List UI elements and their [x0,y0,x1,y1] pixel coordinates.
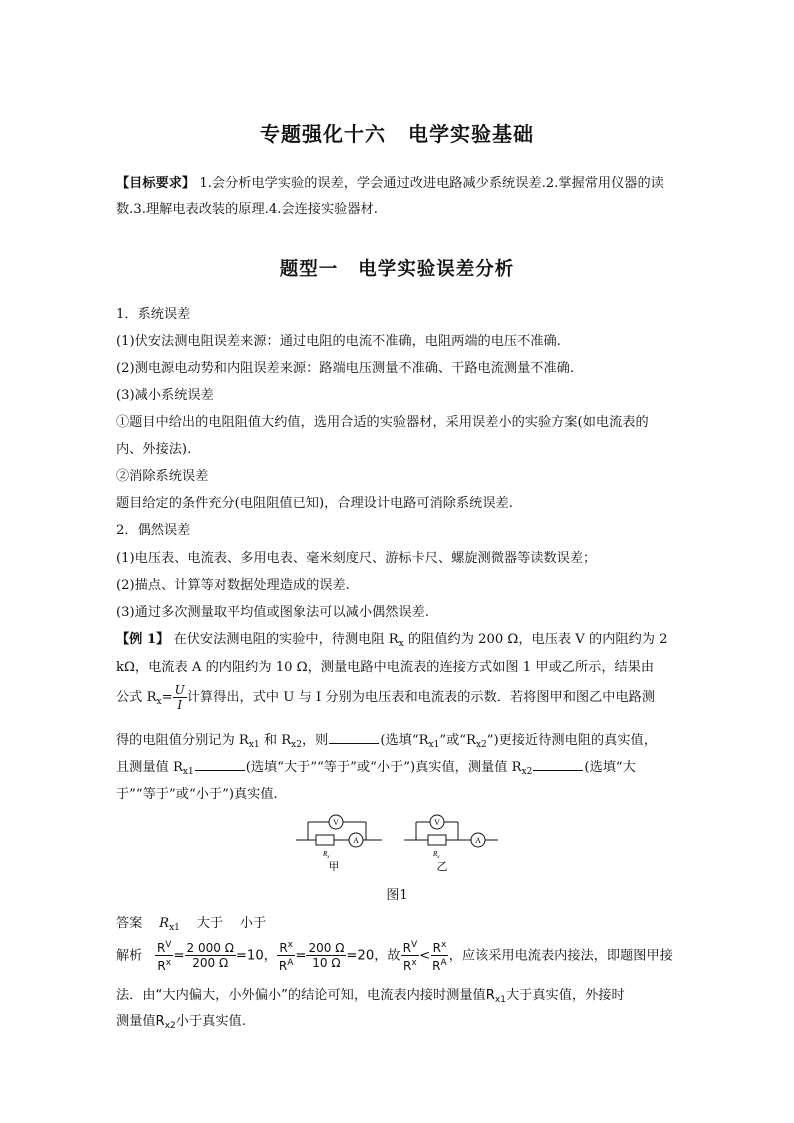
example-text: 得的电阻值分别记为 R [116,733,249,748]
solution-text: 测量值R [116,1014,165,1029]
fraction-num: U [174,683,185,697]
subscript: x [156,697,162,707]
body-line: (3)通过多次测量取平均值或图象法可以减小偶然误差. [116,605,429,620]
solution-line-1: 解析 $\frac{R^V}{R^x}$ = $\frac{2 000 \Omega}{200 \Omega}$ =10， $\frac{R^x}{R^A}$ = $\frac{200 \Omega}{10 \Omega}$ =20，故 $\frac{R^V}{R^x}$ < $\frac{R^x}{R^A}$ ，应该采用电流表内接法，即题图甲接 [116,940,673,973]
section-part-1: 题型一 [279,259,339,280]
example-text: 且测量值 R [116,760,183,775]
solution-text: 小于真实值. [175,1014,246,1029]
subscript: x2 [164,1021,176,1031]
goal-line-2 [116,198,378,217]
fraction-num: $R^V$ [156,940,172,955]
fraction-den: $R^A$ [278,958,294,973]
fraction [173,683,187,712]
example-label: 【例 1】 [116,632,170,647]
fraction [155,938,174,973]
fraction-den: I [177,698,183,712]
rx-letter: R [433,850,438,858]
subscript: x1 [169,923,180,933]
example-text: (选填“R [380,733,429,748]
solution-text: =20，故 [346,948,401,964]
circuit-jia-diagram [294,812,384,872]
subscript: x1 [248,740,260,750]
goal-text-1: 1.会分析电学实验的误差，学会通过改进电路减少系统误差.2.掌握常用仪器的读 [199,176,664,191]
answer-r: R [159,916,170,931]
solution-text: =10， [235,948,277,964]
rx-subscript: x [437,855,440,860]
section-title [0,255,794,281]
body-line: ②消除系统误差 [116,469,209,484]
fraction-den: 10 Ω [312,956,341,970]
example-text: 公式 R [116,690,157,705]
fig-jia-label: 甲 [328,860,340,872]
answer-blank-1[interactable] [329,731,379,744]
rx-label [322,850,330,860]
subscript: x2 [521,767,533,777]
subscript: x2 [475,740,487,750]
solution-line-3 [116,1010,246,1031]
body-line: 1．系统误差 [116,307,191,322]
section-part-2: 电学实验误差分析 [358,259,515,280]
example-line-4 [116,729,657,750]
ammeter-label: A [353,836,359,845]
body-line: 题目给定的条件充分(电阻阻值已知)，合理设计电路可消除系统误差. [116,496,513,511]
subscript: x1 [182,767,194,777]
resistor-rx [316,835,334,845]
example-line-3: 公式 $R_x=$ $\frac{U}{I}$ 计算得出，式中 U 与 I 分别为电压表和电流表的示数．若将图甲和图乙中电路测 [116,683,656,712]
answer-blank-2[interactable] [195,758,245,771]
example-line-2: kΩ，电流表 A 的内阻约为 10 Ω，测量电路中电流表的连接方式如图 1 甲或乙所示，结果由 [116,660,655,675]
solution-text: ，应该采用电流表内接法，即题图甲接 [448,948,673,964]
fraction-num: $R^V$ [402,940,418,955]
title-part-2: 电学实验基础 [408,122,534,146]
subscript: x1 [428,740,440,750]
rx-letter: R [323,850,328,858]
voltmeter-label: V [434,818,440,827]
example-text: (选填“大于”“等于”或“小于”)真实值，测量值 R [245,760,522,775]
solution-line-2 [116,984,625,1005]
resistor-rx [428,835,446,845]
solution-text: 大于真实值，外接时 [505,988,625,1003]
body-line: (1)伏安法测电阻误差来源：通过电阻的电流不准确，电阻两端的电压不准确. [116,334,561,349]
body-line: (2)测电源电动势和内阻误差来源：路端电压测量不准确、干路电流测量不准确. [116,361,575,376]
body-line: (1)电压表、电流表、多用电表、毫米刻度尺、游标卡尺、螺旋测微器等读数误差； [116,551,597,566]
rx-subscript: x [327,855,330,860]
body-line: 内、外接法). [116,442,192,457]
ammeter-label: A [475,836,481,845]
voltmeter-label: V [333,818,339,827]
example-text: 的阻值约为 200 Ω，电压表 V 的内阻约为 2 [403,632,668,647]
example-line-5 [116,756,636,777]
fraction-num: $R^x$ [279,940,293,955]
fraction-den: $R^x$ [157,958,172,973]
subscript: x2 [291,740,302,750]
answer-blank-3[interactable] [533,758,583,771]
body-line: ①题目中给出的电阻阻值大约值，选用合适的实验器材，采用误差小的实验方案(如电流表的 [116,415,649,430]
goal-line-1 [116,172,664,191]
fraction-num: 200 Ω [308,941,345,955]
example-text: 在伏安法测电阻的实验中，待测电阻 R [173,632,399,647]
fraction [430,938,449,973]
example-line-1 [116,628,668,649]
example-text: ”)更接近待测电阻的真实值， [486,733,657,748]
subscript: x [398,639,404,649]
answer-label: 答案 [116,916,143,931]
example-text: 计算得出，式中 U 与 I 分别为电压表和电流表的示数．若将图甲和图乙中电路测 [186,690,656,705]
example-line-6: 于”“等于”或“小于”)真实值. [116,787,278,802]
solution-text: 法．由“大内偏大，小外偏小”的结论可知，电流表内接时测量值R [116,988,495,1003]
example-text: 和 R [259,733,292,748]
title-part-1: 专题强化十六 [260,122,386,146]
fig-yi-label: 乙 [436,860,448,872]
figure-caption: 图1 [386,888,408,903]
example-text: (选填“大 [584,760,636,775]
body-line: (3)减小系统误差 [116,388,214,403]
circuit-yi-diagram [402,812,502,872]
answer-value-2: 小于 [239,916,267,931]
page-title [0,118,794,147]
body-line: 2．偶然误差 [116,523,191,538]
fraction [306,941,346,970]
fraction-num: 2 000 Ω [186,941,234,955]
answer-value-1: 大于 [196,916,224,931]
solution-label: 解析 [116,948,143,964]
body-line: (2)描点、计算等对数据处理造成的误差. [116,578,350,593]
fraction-num: $R^x$ [432,940,447,955]
example-text: ”或“R [439,733,476,748]
fraction [401,938,420,973]
subscript: x1 [494,995,506,1005]
goal-label: 【目标要求】 [116,176,196,191]
fraction [185,941,236,970]
fraction [277,938,296,973]
fraction-den: 200 Ω [192,956,229,970]
fraction-den: $R^A$ [432,958,447,973]
goal-text-2: 数.3.理解电表改装的原理.4.会连接实验器材. [116,202,378,217]
answer-line [116,912,266,933]
fraction-den: $R^x$ [403,958,417,973]
rx-label [432,850,440,860]
example-text: ，则 [301,733,329,748]
